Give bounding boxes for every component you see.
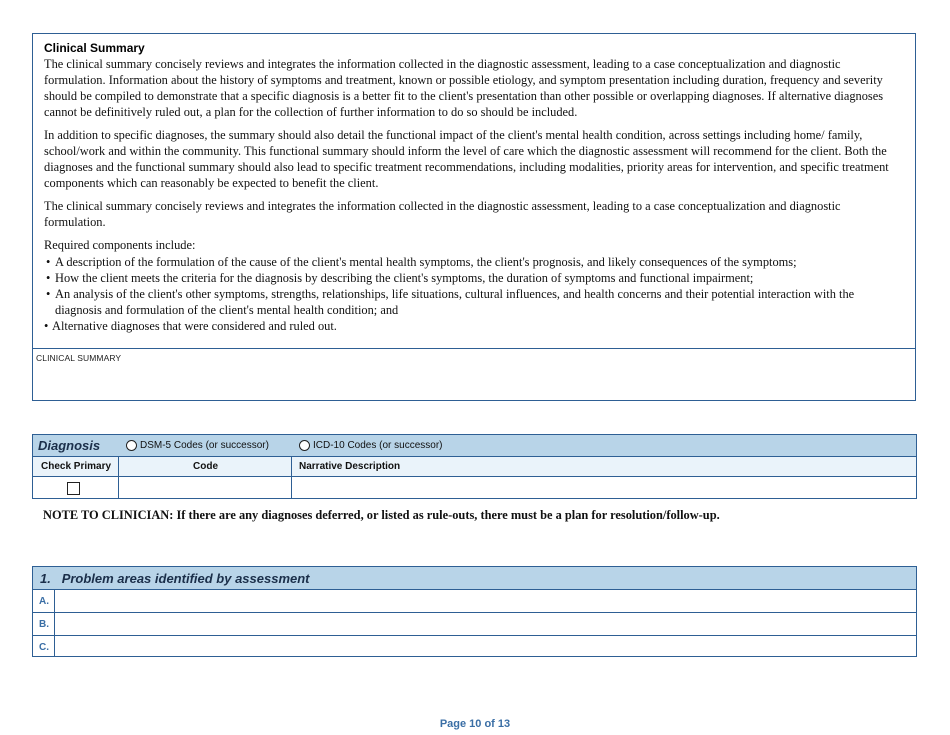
radio-button[interactable] bbox=[126, 440, 137, 451]
icd10-radio-label: ICD-10 Codes (or successor) bbox=[313, 440, 443, 451]
radio-button[interactable] bbox=[299, 440, 310, 451]
list-item: • How the client meets the criteria for the diagnosis by describing the client's symptoms, the duration of symptoms and functional impairment; bbox=[44, 270, 903, 286]
problem-area-input[interactable] bbox=[56, 613, 916, 635]
problem-area-input[interactable] bbox=[56, 590, 916, 612]
row-label: B. bbox=[33, 613, 55, 635]
diagnosis-header bbox=[33, 435, 916, 457]
column-header-code: Code bbox=[193, 461, 218, 472]
diagnosis-table bbox=[32, 434, 917, 499]
problem-areas-header bbox=[33, 567, 916, 590]
page-number: Page 10 of 13 bbox=[439, 718, 511, 730]
clinical-summary-box bbox=[32, 33, 916, 401]
list-item: • Alternative diagnoses that were considered and ruled out. bbox=[44, 318, 903, 334]
table-row bbox=[33, 636, 916, 656]
section-title: Problem areas identified by assessment bbox=[61, 571, 310, 586]
section-number: 1. bbox=[40, 571, 51, 586]
problem-areas-table bbox=[32, 566, 917, 657]
column-header-narrative: Narrative Description bbox=[299, 461, 401, 472]
table-row bbox=[33, 613, 916, 636]
clinical-summary-input[interactable] bbox=[33, 366, 915, 400]
diagnosis-column-headers bbox=[33, 457, 916, 477]
clinical-summary-instructions bbox=[33, 34, 915, 349]
clinical-summary-field-label: CLINICAL SUMMARY bbox=[36, 353, 122, 363]
narrative-description-input[interactable] bbox=[292, 477, 916, 498]
note-to-clinician: NOTE TO CLINICIAN: If there are any diagnoses deferred, or listed as rule-outs, there must be a plan for resolution/follow-up. bbox=[43, 508, 720, 522]
icd10-radio-option[interactable] bbox=[299, 440, 442, 451]
check-primary-checkbox[interactable] bbox=[67, 482, 80, 495]
list-item: • An analysis of the client's other symptoms, strengths, relationships, life situations, cultural influences, and health concerns and their potential interaction with the diagnosis and formulation of the client's mental health condition; and bbox=[44, 286, 903, 318]
dsm5-radio-option[interactable] bbox=[126, 440, 269, 451]
table-row bbox=[33, 590, 916, 613]
list-item: • A description of the formulation of the cause of the client's mental health symptoms, the client's prognosis, and likely consequences of the symptoms; bbox=[44, 254, 903, 270]
summary-paragraph: The clinical summary concisely reviews and integrates the information collected in the diagnostic assessment, leading to a case conceptualization and diagnostic formulation. Information about the history of symptoms and treatment, known or possible etiology, and symptom presentation including duration, frequency and severity should be compiled to demonstrate that a specific diagnosis is a better fit to the client's presentation than other possible or overlapping diagnoses. If alternative diagnoses cannot be definitively ruled out, a plan for the collection of further information to do so should be included. bbox=[44, 57, 884, 119]
row-label: A. bbox=[33, 590, 55, 612]
column-header-check-primary: Check Primary bbox=[41, 461, 112, 472]
required-components-list bbox=[44, 254, 903, 334]
problem-area-input[interactable] bbox=[56, 636, 916, 656]
summary-paragraph: The clinical summary concisely reviews and integrates the information collected in the diagnostic assessment, leading to a case conceptualization and diagnostic formulation. bbox=[44, 199, 841, 229]
required-components-intro: Required components include: bbox=[44, 238, 196, 252]
problem-areas-title bbox=[40, 571, 310, 586]
code-input[interactable] bbox=[119, 477, 291, 498]
row-label: C. bbox=[33, 636, 55, 656]
summary-paragraph: In addition to specific diagnoses, the summary should also detail the functional impact of the client's mental health condition, across settings including home/ family, school/work and within the community. This functional summary should inform the level of care which the diagnostic assessment will recommend for the client. Both the diagnoses and the functional summary should also lead to specific treatment recommendations, including modalities, priority areas for intervention, and specific treatment components which can reasonably be expected to benefit the client. bbox=[44, 128, 889, 190]
clinical-summary-title: Clinical Summary bbox=[44, 41, 145, 55]
diagnosis-title: Diagnosis bbox=[38, 438, 101, 453]
dsm5-radio-label: DSM-5 Codes (or successor) bbox=[140, 440, 269, 451]
